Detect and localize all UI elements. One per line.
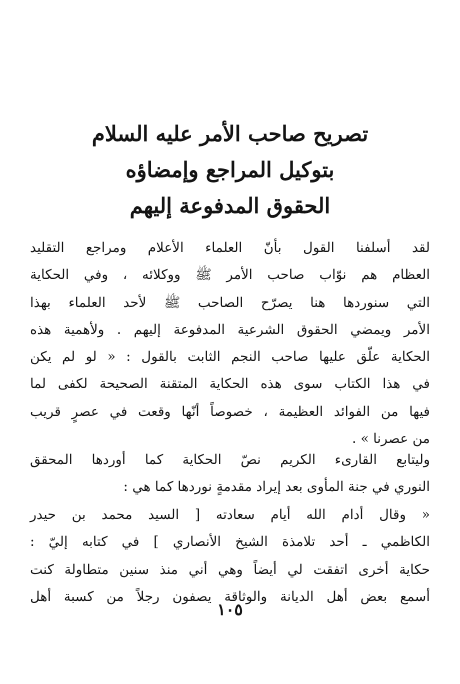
text-line: من عصرنا » . bbox=[351, 431, 430, 448]
text-line: أسمع بعض أهل الديانة والوثاقة يصفون رجلاً من كسبة أهل bbox=[30, 588, 430, 605]
text-line: العظام هم نوّاب صاحب الأمر ﷺ ووكلائه ، وفي الحكاية bbox=[30, 267, 430, 284]
text-line: في هذا الكتاب سوى هذه الحكاية المتقنة الصحيحة لكفى لما bbox=[30, 376, 430, 393]
chapter-title bbox=[60, 116, 400, 224]
text-line: الحكاية علّق عليها صاحب النجم الثابت بالقول : « لو لم يكن bbox=[30, 349, 430, 366]
body-paragraph-2 bbox=[30, 447, 430, 502]
text-line: « وقال أدام الله أيام سعادته [ السيد محمد بن حيدر bbox=[30, 507, 430, 523]
page-number: ١٠٥ bbox=[217, 600, 243, 619]
text-line: الكاظمي ـ أحد تلامذة الشيخ الأنصاري ] في كتابه إليّ : bbox=[30, 534, 430, 551]
chapter-title-line-2: بتوكيل المراجع وإمضاؤه bbox=[125, 157, 335, 182]
text-line: الأمر ويمضي الحقوق الشرعية المدفوعة إليهم . ولأهمية هذه bbox=[30, 321, 430, 338]
text-line: حكاية أخرى اتفقت لي أيضاً وهي أني منذ سنين متطاولة كنت bbox=[30, 561, 430, 578]
body-paragraph-1 bbox=[30, 235, 430, 453]
text-line: فيها من الفوائد العظيمة ، خصوصاً أنّها وقعت في عصرٍ قريب bbox=[30, 403, 430, 420]
text-line: وليتابع القارىء الكريم نصّ الحكاية كما أوردها المحقق bbox=[30, 452, 430, 468]
chapter-title-line-3: الحقوق المدفوعة إليهم bbox=[129, 193, 331, 218]
chapter-title-line-1: تصريح صاحب الأمر عليه السلام bbox=[91, 121, 369, 146]
text-line: لقد أسلفنا القول بأنّ العلماء الأعلام ومراجع التقليد bbox=[30, 240, 430, 256]
text-line: النوري في جنة المأوى بعد إيراد مقدمةٍ نوردها كما هي : bbox=[123, 479, 430, 496]
body-paragraph-3 bbox=[30, 502, 430, 611]
text-line: التي سنوردها هنا يصرّح الصاحب ﷺ لأحد العلماء بهذا bbox=[30, 294, 430, 311]
